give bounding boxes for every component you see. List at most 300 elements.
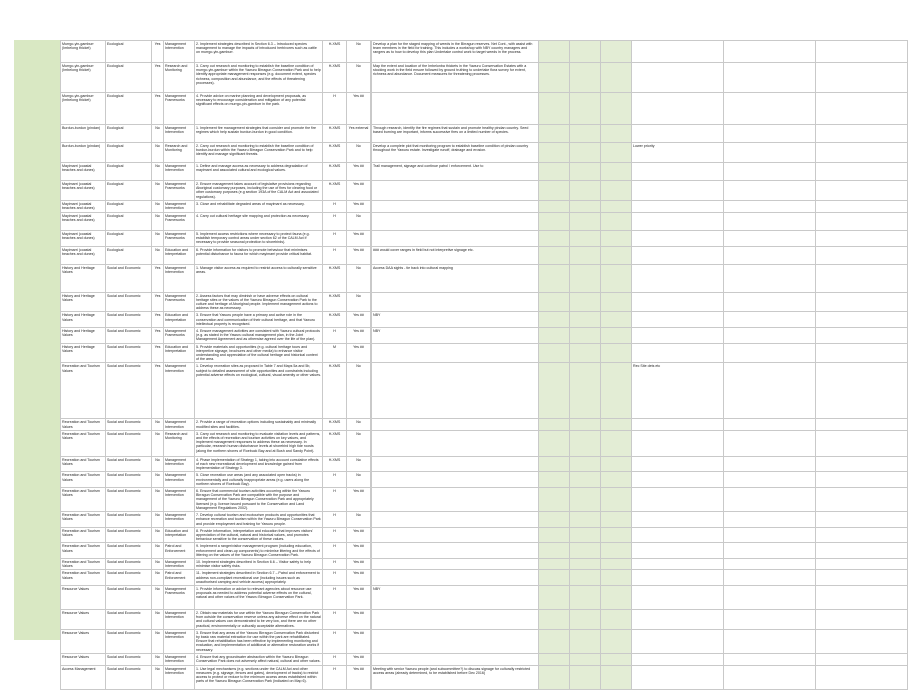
value-cell: Resource Values [61,629,106,653]
key-value-cell: Yes [152,312,164,328]
status-cell-2 [570,181,601,201]
status-cell-2 [570,264,601,292]
status-cell-1 [539,163,570,181]
action-notes-cell [372,512,539,528]
comment-cell [632,570,724,586]
value-type-cell: Social and Economic [106,419,152,430]
strategy-cell: 2. Implement strategies described in Section 6.3 – Introduced species management to manage the impacts of introduced herbivores such as cattle on murrgo-yin-gamburr. [195,41,323,63]
key-value-cell: Yes [152,41,164,63]
action-notes-cell: Map the extent and location of the Imbelonba thickets in the Yawuru Conservation Estates with a stocking work in the field ensure followed by ground truthing to undertake flora survey for extent, richness and abundance. Document measures for threatening processes. [372,63,539,93]
comment-cell [632,343,724,363]
extra-cell-2 [816,143,908,163]
status-cell-2 [570,363,601,419]
strategy-type-cell: Management Intervention [164,665,195,689]
funded-cell: Yes ## [347,543,371,559]
key-value-cell: Yes [152,328,164,344]
status-cell-3 [601,264,632,292]
funded-cell: Yes ## [347,488,371,512]
extra-cell-2 [816,430,908,456]
strategy-type-cell: Education and Interpretation [164,343,195,363]
strategy-cell: 1. Use legal mechanisms (e.g. sections under the CALM Act and other measures (e.g. signage, fences and gates), development of tracks) to restrict access to protect or reduce to the minimum access areas established within parts of the Yawuru Birragun Conservation Park (indicated on Map 6). [195,665,323,689]
table-row [61,419,908,430]
extra-cell-1 [724,512,816,528]
status-cell-3 [601,213,632,231]
action-notes-cell: Meeting with senior Yawuru people (and subcommittee?) to discuss signage for culturally restricted access areas (already determined, to be established before Dec 2016) [372,665,539,689]
priority-cell: H [323,201,347,213]
status-cell-2 [570,527,601,543]
extra-cell-2 [816,543,908,559]
action-notes-cell [372,93,539,125]
extra-cell-2 [816,665,908,689]
extra-cell-1 [724,63,816,93]
status-cell-1 [539,363,570,419]
strategy-cell: 1. Provide information or advice to relevant agencies about resource use proposals as needed to address potential adverse effects on the cultural, natural and other values of the Yawuru Birragun Conservation Park. [195,585,323,609]
strategy-type-cell: Management Intervention [164,163,195,181]
value-cell: History and Heritage Values [61,343,106,363]
funded-cell: No [347,512,371,528]
status-cell-2 [570,558,601,569]
strategy-type-cell: Management Intervention [164,41,195,63]
strategy-type-cell: Research and Monitoring [164,143,195,163]
action-notes-cell: ### would cover ranges in field but not interpretive signage etc. [372,246,539,264]
funded-cell: No [347,430,371,456]
key-value-cell: No [152,558,164,569]
comment-cell [632,181,724,201]
action-notes-cell [372,543,539,559]
value-cell: Recreation and Tourism Values [61,419,106,430]
table-row [61,585,908,609]
table-row [61,264,908,292]
status-cell-1 [539,292,570,312]
priority-cell: H [323,665,347,689]
key-value-cell: No [152,543,164,559]
priority-cell: H [323,512,347,528]
strategy-type-cell: Management Intervention [164,456,195,472]
action-notes-cell [372,419,539,430]
strategy-type-cell: Research and Monitoring [164,63,195,93]
strategy-cell: 3. Carry out research and monitoring to establish the baseline condition of murrgo-yin-gamburr within the Yawuru Birragun Conservation Park and to help identify appropriate management responses (e.g. document extent, species richness, composition and abundance, and the effects of threatening processes). [195,63,323,93]
extra-cell-1 [724,585,816,609]
status-cell-2 [570,63,601,93]
status-cell-2 [570,543,601,559]
extra-cell-2 [816,163,908,181]
extra-cell-2 [816,512,908,528]
funded-cell: No [347,472,371,488]
key-value-cell: No [152,609,164,629]
status-cell-2 [570,665,601,689]
extra-cell-2 [816,93,908,125]
value-type-cell: Ecological [106,63,152,93]
extra-cell-1 [724,181,816,201]
status-cell-2 [570,430,601,456]
funded-cell: No [347,456,371,472]
strategy-cell: 4. Provide advice on marine planning and development proposals, as necessary to encourage consideration and mitigation of any potential significant effects on murrgo-yin-gamburr in the park. [195,93,323,125]
strategy-cell: 11. Implement strategies described in Section 6.7 – Patrol and enforcement to address non-compliant recreational use (including issues such as unauthorised camping and vehicle access) appropriately. [195,570,323,586]
table-row [61,246,908,264]
strategy-cell: 4. Ensure management activities are consistent with Yawuru cultural protocols (e.g. as stated in the Yawuru cultural management plan, in the Joint Management Agreement and as otherwise agreed over the life of the plan). [195,328,323,344]
extra-cell-1 [724,246,816,264]
funded-cell: Yes ## [347,609,371,629]
status-cell-1 [539,570,570,586]
strategy-cell: 6. Ensure that commercial tourism activities occurring within the Yawuru Birragun Conservation Park are compatible with the purpose and management of the Yawuru Birragun Conservation Park and appropriately licensed (e.g. licence issued pursuant to the Conservation and Land Management Regulations 2002). [195,488,323,512]
strategy-cell: 2. Carry out research and monitoring to establish the baseline condition of burdun-burdun within the Yawuru Birragun Conservation Park and to help identify and manage significant threats. [195,143,323,163]
funded-cell: Yes ## [347,201,371,213]
table-row [61,430,908,456]
priority-cell: H [323,231,347,247]
key-value-cell: Yes [152,264,164,292]
table-row [61,163,908,181]
key-value-cell: No [152,125,164,143]
status-cell-1 [539,653,570,665]
strategy-cell: 5. Implement access restrictions where necessary to protect fauna (e.g. establish temporary control areas under section 62 of the CALM Act if necessary to provide seasonal protection to shorebirds). [195,231,323,247]
status-cell-2 [570,328,601,344]
extra-cell-1 [724,653,816,665]
strategy-cell: 5. Provide materials and opportunities (e.g. cultural heritage tours and interpretive signage, brochures and other media) to enhance visitor understanding and appreciation of the cultural heritage and historical context of the area. [195,343,323,363]
status-cell-3 [601,665,632,689]
comment-cell [632,328,724,344]
status-cell-1 [539,246,570,264]
key-value-cell: Yes [152,63,164,93]
value-cell: Recreation and Tourism Values [61,558,106,569]
status-cell-2 [570,512,601,528]
status-cell-1 [539,93,570,125]
status-cell-2 [570,419,601,430]
priority-cell: H-XMS [323,143,347,163]
comment-cell [632,41,724,63]
value-cell: Mayimarri (coastal beaches and dunes) [61,181,106,201]
table-row [61,527,908,543]
extra-cell-1 [724,328,816,344]
priority-cell: H-XMS [323,363,347,419]
key-value-cell: No [152,430,164,456]
key-value-cell: No [152,629,164,653]
extra-cell-2 [816,585,908,609]
funded-cell: Yes ## [347,343,371,363]
comment-cell [632,653,724,665]
status-cell-3 [601,430,632,456]
extra-cell-1 [724,456,816,472]
status-cell-1 [539,665,570,689]
key-value-cell: Yes [152,343,164,363]
extra-cell-1 [724,143,816,163]
table-row [61,143,908,163]
comment-cell [632,93,724,125]
extra-cell-2 [816,472,908,488]
action-notes-cell: Develop a plan for the staged mapping of weeds in the Birragun reserves. Net Cont., with assist with team members in the field for training. This includes a workshop with NBY country managers and rangers as to how to develop this plan Undertake control work to target weeds in the process. [372,41,539,63]
value-type-cell: Social and Economic [106,558,152,569]
status-cell-1 [539,213,570,231]
value-type-cell: Social and Economic [106,527,152,543]
status-cell-1 [539,63,570,93]
key-value-cell: No [152,472,164,488]
value-cell: Resource Values [61,653,106,665]
strategy-cell: 10. Implement strategies described in Section 6.6 – Visitor safety to help minimise visitor safety risks. [195,558,323,569]
comment-cell [632,213,724,231]
action-notes-cell [372,472,539,488]
status-cell-3 [601,653,632,665]
comment-cell [632,430,724,456]
extra-cell-1 [724,125,816,143]
action-notes-cell: Trail management, signage and continue patrol / enforcement. Use to [372,163,539,181]
status-cell-3 [601,343,632,363]
strategy-type-cell: Management Frameworks [164,585,195,609]
extra-cell-1 [724,343,816,363]
table-row [61,363,908,419]
status-cell-2 [570,456,601,472]
extra-cell-1 [724,609,816,629]
table-row [61,231,908,247]
strategy-cell: 2. Provide a range of recreation options including sustainably and minimally modified sites and facilities. [195,419,323,430]
strategy-type-cell: Education and Interpretation [164,312,195,328]
status-cell-1 [539,231,570,247]
action-notes-cell [372,456,539,472]
strategy-cell: 1. Define and manage access as necessary to address degradation of mayimarri and associated cultural and ecological values. [195,163,323,181]
table-row [61,93,908,125]
comment-cell [632,558,724,569]
strategy-type-cell: Education and Interpretation [164,527,195,543]
strategy-cell: 3. Close and rehabilitate degraded areas of mayimarri as necessary. [195,201,323,213]
funded-cell: Yes ## [347,312,371,328]
priority-cell: M [323,343,347,363]
status-cell-1 [539,472,570,488]
status-cell-2 [570,246,601,264]
strategy-type-cell: Management Frameworks [164,231,195,247]
action-notes-cell [372,653,539,665]
status-cell-1 [539,181,570,201]
status-cell-3 [601,63,632,93]
comment-cell [632,246,724,264]
comment-cell [632,163,724,181]
status-cell-3 [601,419,632,430]
status-cell-2 [570,585,601,609]
strategy-type-cell: Management Frameworks [164,93,195,125]
value-type-cell: Ecological [106,125,152,143]
value-cell: Murrgo-yin-gamburr (Imbelong thicket) [61,41,106,63]
funded-cell: Yes ## [347,163,371,181]
extra-cell-1 [724,312,816,328]
value-cell: Resource Values [61,585,106,609]
strategy-type-cell: Education and Interpretation [164,246,195,264]
funded-cell: Yes ## [347,629,371,653]
key-value-cell: No [152,213,164,231]
strategy-type-cell: Management Frameworks [164,181,195,201]
key-value-cell: No [152,665,164,689]
value-cell: Resource Values [61,609,106,629]
comment-cell [632,419,724,430]
priority-cell: H [323,609,347,629]
funded-cell: No [347,292,371,312]
value-type-cell: Social and Economic [106,653,152,665]
status-cell-3 [601,456,632,472]
comment-cell [632,527,724,543]
value-type-cell: Social and Economic [106,363,152,419]
value-type-cell: Social and Economic [106,629,152,653]
action-notes-cell [372,430,539,456]
value-cell: Recreation and Tourism Values [61,543,106,559]
row-header-margin [14,40,61,640]
status-cell-3 [601,181,632,201]
extra-cell-1 [724,264,816,292]
table-row [61,609,908,629]
status-cell-2 [570,163,601,181]
status-cell-1 [539,456,570,472]
value-cell: Burdun-burdun (pindan) [61,143,106,163]
status-cell-3 [601,125,632,143]
strategy-type-cell: Management Frameworks [164,292,195,312]
value-cell: Recreation and Tourism Values [61,512,106,528]
extra-cell-1 [724,543,816,559]
status-cell-1 [539,585,570,609]
funded-cell: No [347,63,371,93]
action-notes-cell: Through research, identify the fire regimes that sustain and promote healthy pindan country. Seed based burning are important, informs successive fires on a limited number of species. [372,125,539,143]
value-type-cell: Social and Economic [106,312,152,328]
key-value-cell: No [152,163,164,181]
value-type-cell: Social and Economic [106,328,152,344]
value-type-cell: Social and Economic [106,488,152,512]
value-cell: History and Heritage Values [61,312,106,328]
comment-cell [632,629,724,653]
priority-cell: H [323,246,347,264]
table-row [61,292,908,312]
extra-cell-2 [816,363,908,419]
comment-cell [632,472,724,488]
value-cell: Recreation and Tourism Values [61,456,106,472]
value-type-cell: Ecological [106,246,152,264]
key-value-cell: No [152,143,164,163]
status-cell-3 [601,41,632,63]
strategy-type-cell: Research and Monitoring [164,430,195,456]
extra-cell-2 [816,343,908,363]
value-type-cell: Ecological [106,163,152,181]
extra-cell-1 [724,558,816,569]
funded-cell: Yes ## [347,231,371,247]
extra-cell-1 [724,570,816,586]
table-row [61,41,908,63]
strategy-type-cell: Management Intervention [164,609,195,629]
action-notes-cell: NBY [372,328,539,344]
table-row [61,343,908,363]
funded-cell: Yes ## [347,246,371,264]
extra-cell-2 [816,246,908,264]
action-notes-cell [372,292,539,312]
key-value-cell: No [152,512,164,528]
status-cell-1 [539,143,570,163]
status-cell-2 [570,343,601,363]
strategy-type-cell: Management Intervention [164,629,195,653]
key-value-cell: No [152,653,164,665]
key-value-cell: No [152,246,164,264]
status-cell-2 [570,201,601,213]
strategy-type-cell: Management Intervention [164,125,195,143]
status-cell-1 [539,488,570,512]
key-value-cell: Yes [152,292,164,312]
status-cell-3 [601,231,632,247]
extra-cell-1 [724,231,816,247]
comment-cell [632,585,724,609]
value-type-cell: Social and Economic [106,472,152,488]
value-type-cell: Ecological [106,201,152,213]
priority-cell: H-XMS [323,419,347,430]
status-cell-3 [601,93,632,125]
value-type-cell: Ecological [106,213,152,231]
status-cell-1 [539,558,570,569]
extra-cell-2 [816,63,908,93]
extra-cell-2 [816,213,908,231]
status-cell-2 [570,125,601,143]
value-type-cell: Social and Economic [106,456,152,472]
strategy-type-cell: Management Intervention [164,201,195,213]
funded-cell: Yes ## [347,328,371,344]
action-notes-cell [372,363,539,419]
table-row [61,629,908,653]
extra-cell-1 [724,419,816,430]
value-cell: Mayimarri (coastal beaches and dunes) [61,246,106,264]
value-cell: Murrgo-yin-gamburr (Imbelong thicket) [61,93,106,125]
comment-cell [632,512,724,528]
value-type-cell: Social and Economic [106,292,152,312]
value-cell: Mayimarri (coastal beaches and dunes) [61,231,106,247]
action-notes-cell [372,629,539,653]
value-cell: Murrgo-yin-gamburr (Imbelong thicket) [61,63,106,93]
comment-cell [632,292,724,312]
extra-cell-2 [816,629,908,653]
value-type-cell: Ecological [106,231,152,247]
extra-cell-2 [816,41,908,63]
status-cell-2 [570,609,601,629]
priority-cell: H [323,558,347,569]
extra-cell-2 [816,419,908,430]
extra-cell-1 [724,363,816,419]
status-cell-2 [570,488,601,512]
priority-cell: H-XMS [323,125,347,143]
value-cell: History and Heritage Values [61,328,106,344]
value-cell: Recreation and Tourism Values [61,430,106,456]
strategy-cell: 4. Ensure that any groundwater abstraction within the Yawuru Birragun Conservation Park does not adversely affect natural, cultural and other values. [195,653,323,665]
extra-cell-2 [816,125,908,143]
table-row [61,665,908,689]
status-cell-3 [601,527,632,543]
funded-cell: No [347,41,371,63]
value-cell: History and Heritage Values [61,264,106,292]
status-cell-1 [539,419,570,430]
status-cell-3 [601,585,632,609]
status-cell-1 [539,41,570,63]
action-notes-cell [372,201,539,213]
status-cell-3 [601,543,632,559]
value-type-cell: Social and Economic [106,264,152,292]
strategy-cell: 3. Ensure that Yawuru people have a primary and active role in the conservation and communication of their cultural heritage, and that Yawuru intellectual property is recognised. [195,312,323,328]
status-cell-1 [539,527,570,543]
status-cell-2 [570,312,601,328]
priority-cell: H-XMS [323,430,347,456]
status-cell-3 [601,163,632,181]
value-cell: Recreation and Tourism Values [61,570,106,586]
strategy-type-cell: Management Intervention [164,653,195,665]
extra-cell-1 [724,527,816,543]
priority-cell: H [323,93,347,125]
action-notes-cell: NBY [372,585,539,609]
key-value-cell: No [152,231,164,247]
table-row [61,488,908,512]
value-type-cell: Ecological [106,143,152,163]
extra-cell-2 [816,264,908,292]
priority-cell: H [323,629,347,653]
value-type-cell: Ecological [106,181,152,201]
value-cell: History and Heritage Values [61,292,106,312]
status-cell-2 [570,570,601,586]
comment-cell: Lower priority [632,143,724,163]
value-type-cell: Social and Economic [106,430,152,456]
